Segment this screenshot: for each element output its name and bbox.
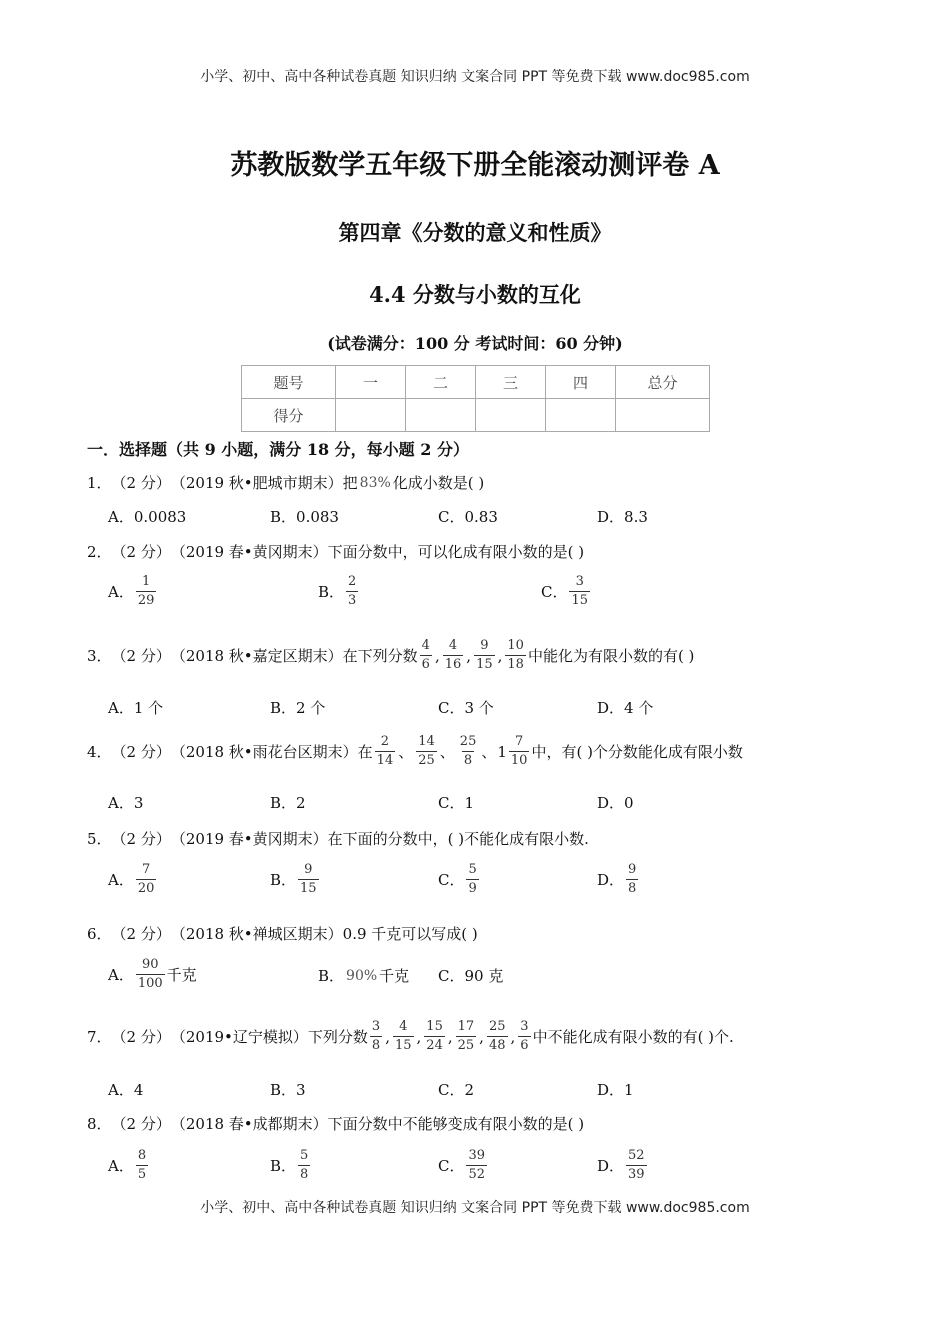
question-text: 在下列分数 [342, 647, 418, 666]
answer-option [597, 863, 640, 897]
question-text: 中，有( )个分数能化成有限小数 [531, 743, 743, 762]
fraction-numerator: 4 [448, 638, 458, 653]
question-points: （2 分） [111, 474, 171, 492]
answer-option [438, 965, 503, 986]
fraction [466, 863, 478, 897]
question-stem [87, 639, 694, 673]
separator: , [385, 1027, 390, 1046]
fraction-denominator: 5 [137, 1167, 147, 1183]
score-table-header-row [242, 366, 710, 399]
question-number: 5． [87, 830, 112, 848]
question-number: 2． [87, 543, 112, 561]
option-letter: A． [108, 871, 134, 890]
option-letter: C． [438, 508, 465, 526]
question-stem [87, 472, 484, 493]
option-letter: C． [438, 699, 465, 717]
option-letter: B． [318, 583, 345, 602]
answer-option [597, 1149, 649, 1183]
fraction-denominator: 25 [418, 753, 435, 769]
option-text: 0.83 [464, 507, 498, 526]
fraction [424, 1020, 445, 1054]
answer-option [438, 792, 474, 813]
separator: , [416, 1027, 422, 1046]
question-source: （2019 春•黄冈期末） [170, 830, 328, 848]
option-text: 2 [464, 1080, 475, 1099]
part1-header: 一．选择题（共 9 小题，满分 18 分，每小题 2 分） [87, 440, 469, 459]
option-letter: B． [270, 794, 297, 812]
option-letter: B． [318, 967, 345, 985]
answer-option [318, 575, 360, 609]
fraction-denominator: 6 [520, 1038, 529, 1054]
fraction-denominator: 39 [628, 1167, 645, 1183]
answer-option [438, 697, 494, 718]
option-letter: C． [438, 871, 465, 890]
answer-option [597, 506, 648, 527]
score-header-cell: 总分 [616, 366, 710, 399]
fraction-denominator: 14 [376, 753, 394, 769]
question-source: （2019 春•黄冈期末） [170, 543, 328, 561]
separator: , [466, 646, 472, 665]
fraction [346, 575, 358, 609]
question-points: （2 分） [111, 925, 171, 943]
question-points: （2 分） [111, 743, 171, 762]
fraction-numerator: 3 [371, 1019, 381, 1034]
answer-option [438, 1149, 489, 1183]
score-table-score-row [242, 399, 710, 432]
fraction [136, 863, 157, 897]
answer-option [108, 792, 143, 813]
option-letter: A． [108, 583, 134, 602]
question-source: （2019•辽宁模拟） [170, 1028, 308, 1047]
separator: , [434, 646, 440, 665]
score-table [241, 365, 710, 432]
fraction-numerator: 9 [628, 862, 637, 877]
answer-option [438, 863, 481, 897]
fraction [626, 863, 638, 897]
score-cell [616, 399, 710, 432]
fraction-numerator: 10 [507, 638, 524, 653]
score-row-label: 得分 [242, 399, 336, 432]
fraction-numerator: 15 [426, 1019, 443, 1034]
fraction-denominator: 15 [571, 593, 589, 609]
fraction-numerator: 2 [380, 734, 390, 749]
fraction [298, 1149, 310, 1183]
fraction-denominator: 52 [468, 1167, 486, 1183]
answer-option [108, 575, 158, 609]
option-text: 3 个 [464, 699, 494, 717]
fraction-numerator: 14 [418, 734, 435, 749]
option-text: 1 个 [133, 699, 164, 717]
option-letter: D． [597, 508, 625, 526]
separator: , [479, 1027, 484, 1046]
fraction-numerator: 25 [488, 1019, 506, 1034]
option-letter: C． [438, 794, 465, 812]
question-number: 1． [87, 474, 112, 492]
fraction-numerator: 90 [141, 957, 159, 972]
score-header-cell: 二 [406, 366, 476, 399]
fraction [518, 1020, 530, 1054]
question-text: 在 [357, 743, 373, 762]
footer-banner: 小学、初中、高中各种试卷真题 知识归纳 文案合同 PPT 等免费下载 www.doc985.com [200, 1200, 750, 1216]
option-text: 0 [624, 793, 634, 812]
fraction-numerator: 4 [421, 638, 430, 653]
answer-option [108, 863, 158, 897]
fraction-denominator: 25 [457, 1038, 475, 1054]
option-letter: D． [597, 1157, 625, 1176]
option-letter: A． [108, 966, 134, 985]
answer-option [270, 792, 306, 813]
fraction [416, 735, 437, 769]
answer-option [270, 1149, 312, 1183]
exam-info: (试卷满分：100 分 考试时间：60 分钟) [327, 334, 623, 353]
score-header-cell: 三 [476, 366, 546, 399]
separator: , [447, 1027, 453, 1046]
fraction-denominator: 48 [488, 1038, 506, 1054]
question-number: 6． [87, 925, 112, 943]
option-text: 3 [296, 1080, 306, 1099]
percent-value: 83% [359, 474, 391, 491]
score-header-cell: 一 [336, 366, 406, 399]
fraction-numerator: 5 [300, 1148, 309, 1163]
fraction-numerator: 25 [459, 734, 477, 749]
score-cell [406, 399, 476, 432]
answer-option [108, 506, 186, 527]
option-text: 0.0083 [133, 507, 187, 526]
separator: 、 [439, 743, 455, 762]
fraction-numerator: 4 [399, 1019, 408, 1034]
fraction-numerator: 52 [628, 1148, 645, 1163]
question-number: 7． [87, 1028, 112, 1047]
fraction-numerator: 9 [304, 862, 313, 877]
option-letter: C． [541, 583, 568, 602]
mixed-whole: 1 [497, 742, 507, 761]
fraction [456, 1020, 477, 1054]
page-title: 苏教版数学五年级下册全能滚动测评卷 A [230, 150, 720, 181]
fraction-denominator: 100 [137, 976, 163, 992]
fraction-numerator: 7 [141, 862, 151, 877]
question-text: 下列分数 [307, 1028, 368, 1047]
answer-option [270, 506, 339, 527]
question-points: （2 分） [111, 1028, 171, 1047]
question-stem [87, 1020, 734, 1054]
question-text: 下面分数中，可以化成有限小数的是( ) [327, 543, 585, 561]
option-text: 90 克 [464, 967, 504, 985]
fraction-denominator: 29 [137, 593, 155, 609]
question-source: （2018 秋•禅城区期末） [170, 925, 343, 943]
fraction [569, 575, 590, 609]
fraction [420, 639, 432, 673]
fraction-numerator: 5 [468, 862, 477, 877]
fraction [136, 575, 157, 609]
answer-option [597, 697, 653, 718]
option-text: 8.3 [624, 507, 648, 526]
option-letter: C． [438, 967, 465, 985]
question-points: （2 分） [111, 1115, 171, 1133]
answer-option [318, 965, 409, 986]
fraction-denominator: 24 [426, 1038, 443, 1054]
header-banner: 小学、初中、高中各种试卷真题 知识归纳 文案合同 PPT 等免费下载 www.doc985.com [200, 69, 750, 85]
fraction-denominator: 8 [628, 881, 637, 897]
question-stem [87, 1113, 584, 1134]
question-text: 在下面的分数中，( )不能化成有限小数. [327, 830, 589, 848]
question-number: 3． [87, 647, 112, 666]
separator: 、 [481, 743, 497, 762]
question-stem [87, 923, 478, 944]
fraction [466, 1149, 487, 1183]
fraction-denominator: 20 [137, 881, 155, 897]
option-letter: B． [270, 871, 297, 890]
question-source: （2018 秋•嘉定区期末） [170, 647, 343, 666]
fraction [626, 1149, 647, 1183]
option-text: 1 [624, 1080, 634, 1099]
answer-option [270, 1079, 306, 1100]
fraction [136, 1149, 148, 1183]
question-source: （2019 秋•肥城市期末） [170, 474, 343, 492]
fraction-denominator: 9 [468, 881, 477, 897]
question-text: 化成小数是( ) [392, 474, 485, 492]
fraction [375, 735, 396, 769]
percent-value: 90% [346, 967, 378, 984]
question-text: 把 [342, 474, 358, 492]
answer-option [108, 1149, 150, 1183]
option-text: 0.083 [296, 507, 339, 526]
fraction-denominator: 8 [300, 1167, 309, 1183]
separator: 、 [398, 743, 414, 762]
question-source: （2018 春•成都期末） [170, 1115, 328, 1133]
option-letter: A． [108, 699, 134, 717]
option-text: 2 个 [296, 699, 326, 717]
question-points: （2 分） [111, 647, 171, 666]
fraction-numerator: 39 [468, 1148, 486, 1163]
question-stem [87, 735, 743, 769]
answer-option [108, 1079, 143, 1100]
fraction-denominator: 3 [348, 593, 357, 609]
answer-option [270, 863, 321, 897]
option-text: 4 个 [624, 699, 654, 717]
score-header-cell: 四 [546, 366, 616, 399]
option-letter: A． [108, 794, 134, 812]
fraction [298, 863, 319, 897]
answer-option [541, 575, 592, 609]
fraction [458, 735, 479, 769]
fraction-denominator: 8 [463, 753, 473, 769]
chapter-title: 第四章《分数的意义和性质》 [338, 220, 612, 245]
option-letter: C． [438, 1081, 465, 1099]
option-letter: D． [597, 699, 625, 717]
question-points: （2 分） [111, 830, 171, 848]
answer-option [108, 697, 163, 718]
fraction-numerator: 17 [457, 1019, 475, 1034]
fraction [509, 735, 530, 769]
fraction-denominator: 6 [421, 657, 430, 673]
question-text: 中能化为有限小数的有( ) [527, 647, 695, 666]
score-cell [336, 399, 406, 432]
answer-option [438, 506, 498, 527]
option-letter: D． [597, 794, 625, 812]
answer-option [597, 792, 634, 813]
fraction-numerator: 7 [515, 734, 524, 749]
fraction [370, 1020, 382, 1054]
question-source: （2018 秋•雨花台区期末） [170, 743, 358, 762]
option-letter: B． [270, 508, 297, 526]
option-letter: B． [270, 699, 297, 717]
separator: , [510, 1027, 516, 1046]
option-unit: 千克 [379, 967, 410, 985]
fraction-denominator: 15 [394, 1038, 412, 1054]
option-letter: B． [270, 1081, 297, 1099]
question-text: 0.9 千克可以写成( ) [342, 925, 478, 943]
question-number: 4． [87, 743, 112, 762]
score-cell [476, 399, 546, 432]
fraction [393, 1020, 414, 1054]
option-text: 3 [133, 793, 144, 812]
fraction [443, 639, 464, 673]
question-stem [87, 541, 584, 562]
fraction-numerator: 3 [520, 1019, 529, 1034]
option-letter: C． [438, 1157, 465, 1176]
option-letter: D． [597, 1081, 625, 1099]
fraction-denominator: 16 [444, 657, 462, 673]
fraction-numerator: 1 [141, 574, 151, 589]
option-text: 2 [296, 793, 306, 812]
question-points: （2 分） [111, 543, 171, 561]
answer-option [270, 697, 325, 718]
fraction-denominator: 10 [510, 753, 528, 769]
fraction [505, 639, 526, 673]
fraction [136, 958, 165, 992]
score-cell [546, 399, 616, 432]
answer-option [597, 1079, 634, 1100]
fraction-numerator: 8 [137, 1148, 147, 1163]
fraction [487, 1020, 508, 1054]
option-text: 4 [133, 1080, 144, 1099]
separator: , [497, 646, 503, 665]
fraction-denominator: 18 [507, 657, 524, 673]
option-letter: A． [108, 1081, 134, 1099]
answer-option [108, 958, 197, 992]
question-text: 中不能化成有限小数的有( )个. [532, 1028, 734, 1047]
question-number: 8． [87, 1115, 112, 1133]
answer-option [438, 1079, 474, 1100]
option-letter: A． [108, 508, 134, 526]
fraction [474, 639, 495, 673]
question-text: 下面分数中不能够变成有限小数的是( ) [327, 1115, 585, 1133]
option-unit: 千克 [166, 966, 197, 985]
section-title: 4.4 分数与小数的互化 [369, 282, 581, 307]
option-letter: B． [270, 1157, 297, 1176]
fraction-numerator: 3 [575, 574, 584, 589]
question-stem [87, 828, 589, 849]
option-letter: A． [108, 1157, 134, 1176]
fraction-numerator: 2 [348, 574, 357, 589]
fraction-denominator: 15 [476, 657, 493, 673]
option-text: 1 [464, 793, 475, 812]
fraction-numerator: 9 [480, 638, 489, 653]
fraction-denominator: 8 [371, 1038, 381, 1054]
score-header-cell: 题号 [242, 366, 336, 399]
fraction-denominator: 15 [300, 881, 317, 897]
option-letter: D． [597, 871, 625, 890]
